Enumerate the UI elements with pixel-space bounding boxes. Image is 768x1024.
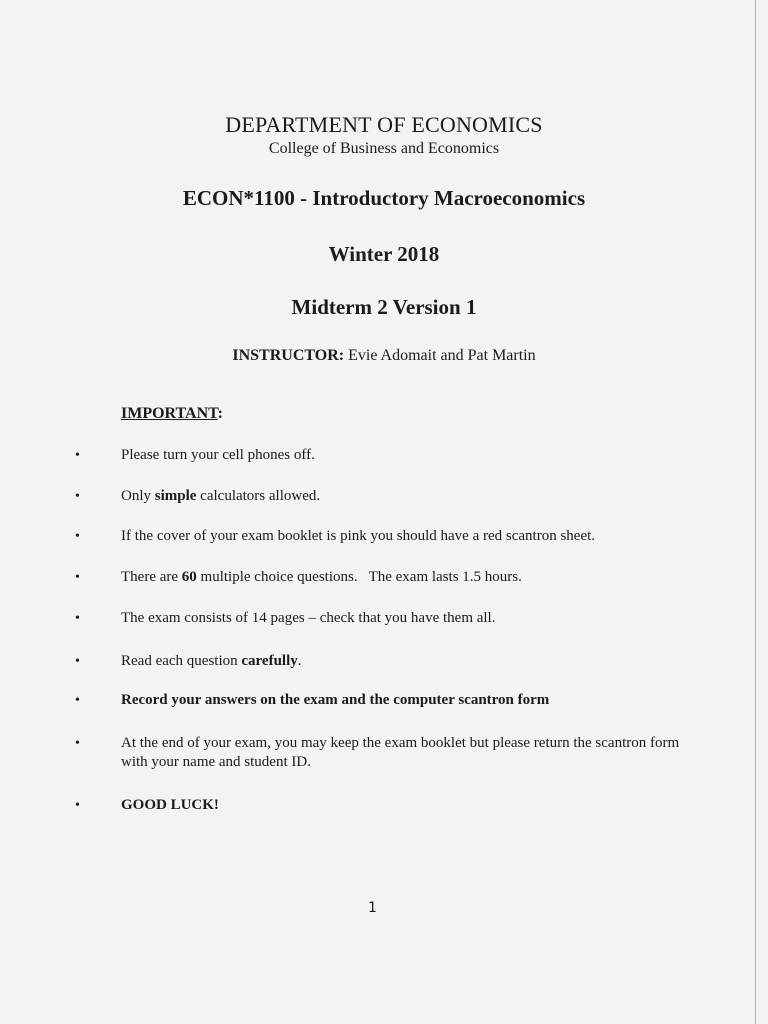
bullet: • bbox=[75, 611, 80, 626]
rule-text-part: There are bbox=[121, 569, 182, 585]
bullet: • bbox=[75, 448, 80, 463]
instructor-line bbox=[0, 347, 768, 365]
bullet: • bbox=[75, 798, 80, 813]
rule-text-emphasis: carefully bbox=[241, 653, 298, 669]
instructor-label: INSTRUCTOR: bbox=[232, 347, 345, 364]
bullet: • bbox=[75, 570, 80, 585]
page-number: 1 bbox=[368, 900, 377, 916]
rule-text-part: The exam consists of 14 pages – check that you have them all. bbox=[121, 610, 496, 626]
course-title: ECON*1100 - Introductory Macroeconomics bbox=[182, 186, 586, 210]
rule-text bbox=[121, 446, 701, 465]
rule-text-part: If the cover of your exam booklet is pink you should have a red scantron sheet. bbox=[121, 528, 596, 544]
exam-title: Midterm 2 Version 1 bbox=[291, 295, 477, 319]
rule-text bbox=[121, 568, 701, 587]
department-title: DEPARTMENT OF ECONOMICS bbox=[225, 112, 543, 137]
instructor-names: Evie Adomait and Pat Martin bbox=[348, 347, 536, 364]
bullet: • bbox=[75, 693, 80, 708]
bullet: • bbox=[75, 489, 80, 504]
term-title: Winter 2018 bbox=[328, 242, 440, 266]
rule-text-part: At the end of your exam, you may keep the exam booklet but please return the scantron form with your name and student ID. bbox=[121, 735, 680, 770]
rule-text-emphasis: simple bbox=[154, 488, 197, 504]
rule-text bbox=[121, 691, 701, 710]
bullet: • bbox=[75, 736, 80, 751]
bullet: • bbox=[75, 529, 80, 544]
rule-text-part: Only bbox=[121, 488, 155, 504]
rule-text-part: Read each question bbox=[121, 653, 242, 669]
rule-text bbox=[121, 734, 696, 772]
rule-text bbox=[121, 796, 701, 815]
important-heading bbox=[121, 405, 223, 423]
rule-text-emphasis: 60 bbox=[181, 569, 197, 585]
rule-text-part: Record your answers on the exam and the computer scantron form bbox=[121, 692, 550, 708]
rule-text-part: Please turn your cell phones off. bbox=[121, 447, 315, 463]
important-label: IMPORTANT bbox=[121, 405, 218, 422]
bullet: • bbox=[75, 654, 80, 669]
rule-text bbox=[121, 527, 701, 546]
rule-text bbox=[121, 652, 701, 671]
important-colon: : bbox=[217, 405, 223, 422]
rule-text bbox=[121, 487, 701, 506]
rule-text bbox=[121, 609, 701, 628]
rule-text-part: . bbox=[297, 653, 302, 669]
rule-text-part: multiple choice questions. The exam lasts 1.5 hours. bbox=[196, 569, 522, 585]
college-subtitle: College of Business and Economics bbox=[268, 140, 500, 157]
rule-text-part: calculators allowed. bbox=[196, 488, 321, 504]
rule-text-part: GOOD LUCK! bbox=[121, 797, 219, 813]
